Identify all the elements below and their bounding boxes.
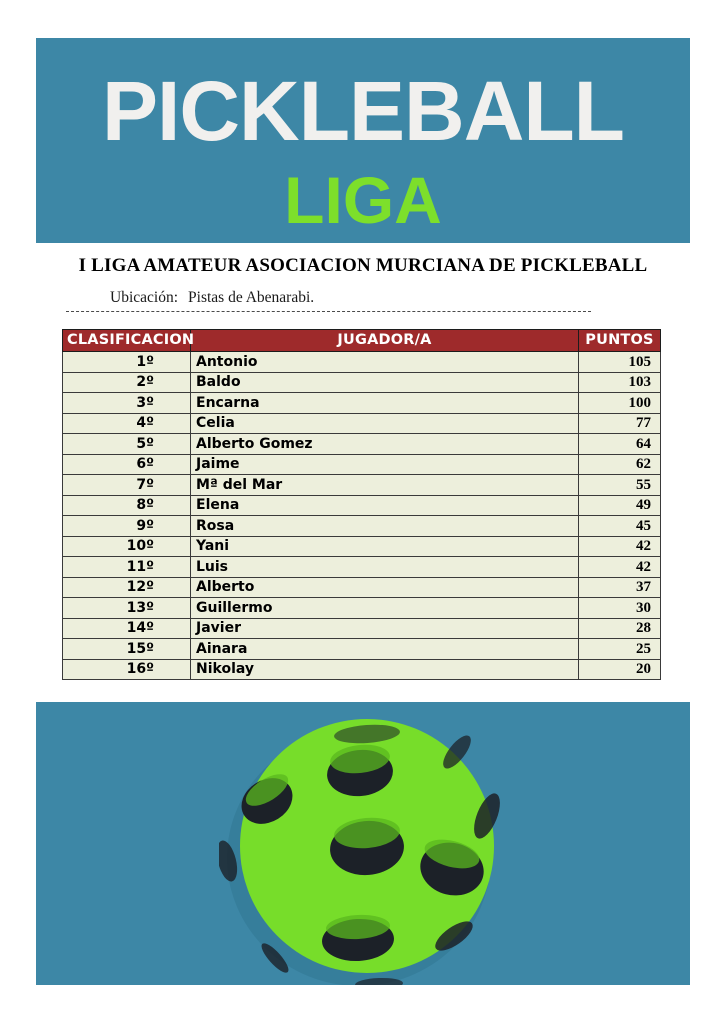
cell-player: Javier xyxy=(191,618,579,639)
cell-points: 42 xyxy=(579,536,661,557)
cell-player: Celia xyxy=(191,413,579,434)
table-row xyxy=(63,536,661,557)
table-row xyxy=(63,516,661,537)
location-divider xyxy=(66,311,591,312)
cell-player: Luis xyxy=(191,557,579,578)
cell-rank: 2º xyxy=(63,372,191,393)
cell-player: Encarna xyxy=(191,393,579,414)
document-heading: I LIGA AMATEUR ASOCIACION MURCIANA DE PICKLEBALL xyxy=(78,255,648,276)
table-row xyxy=(63,372,661,393)
cell-points: 20 xyxy=(579,659,661,680)
cell-rank: 8º xyxy=(63,495,191,516)
cell-rank: 5º xyxy=(63,434,191,455)
cell-rank: 7º xyxy=(63,475,191,496)
table-row xyxy=(63,393,661,414)
ball-panel xyxy=(36,702,690,985)
cell-player: Yani xyxy=(191,536,579,557)
cell-points: 100 xyxy=(579,393,661,414)
cell-points: 28 xyxy=(579,618,661,639)
cell-player: Jaime xyxy=(191,454,579,475)
table-row xyxy=(63,352,661,373)
cell-player: Elena xyxy=(191,495,579,516)
cell-points: 42 xyxy=(579,557,661,578)
column-header-puntos: PUNTOS xyxy=(579,330,661,352)
location-value: Pistas de Abenarabi. xyxy=(188,289,315,306)
cell-points: 64 xyxy=(579,434,661,455)
cell-player: Guillermo xyxy=(191,598,579,619)
cell-rank: 15º xyxy=(63,639,191,660)
table-row xyxy=(63,495,661,516)
cell-rank: 12º xyxy=(63,577,191,598)
table-row xyxy=(63,475,661,496)
cell-rank: 16º xyxy=(63,659,191,680)
title-banner xyxy=(36,38,690,243)
banner-subtitle: LIGA xyxy=(284,163,442,237)
table-row xyxy=(63,659,661,680)
standings-body xyxy=(63,352,661,680)
cell-rank: 9º xyxy=(63,516,191,537)
standings-table xyxy=(62,329,661,680)
table-row xyxy=(63,413,661,434)
cell-rank: 14º xyxy=(63,618,191,639)
cell-rank: 4º xyxy=(63,413,191,434)
cell-player: Alberto xyxy=(191,577,579,598)
cell-points: 55 xyxy=(579,475,661,496)
cell-points: 45 xyxy=(579,516,661,537)
pickleball-icon xyxy=(219,702,509,985)
cell-player: Nikolay xyxy=(191,659,579,680)
cell-points: 77 xyxy=(579,413,661,434)
cell-rank: 3º xyxy=(63,393,191,414)
table-row xyxy=(63,434,661,455)
cell-player: Alberto Gomez xyxy=(191,434,579,455)
cell-rank: 13º xyxy=(63,598,191,619)
cell-points: 49 xyxy=(579,495,661,516)
location-label: Ubicación: xyxy=(110,289,179,306)
column-header-jugador: JUGADOR/A xyxy=(191,330,579,352)
table-header-row xyxy=(63,330,661,352)
cell-player: Baldo xyxy=(191,372,579,393)
cell-rank: 10º xyxy=(63,536,191,557)
table-row xyxy=(63,639,661,660)
cell-points: 37 xyxy=(579,577,661,598)
cell-points: 103 xyxy=(579,372,661,393)
cell-rank: 11º xyxy=(63,557,191,578)
cell-points: 105 xyxy=(579,352,661,373)
table-row xyxy=(63,618,661,639)
cell-rank: 1º xyxy=(63,352,191,373)
table-row xyxy=(63,577,661,598)
cell-points: 30 xyxy=(579,598,661,619)
cell-player: Mª del Mar xyxy=(191,475,579,496)
cell-player: Ainara xyxy=(191,639,579,660)
table-row xyxy=(63,454,661,475)
cell-points: 62 xyxy=(579,454,661,475)
column-header-clasificacion: CLASIFICACION xyxy=(63,330,191,352)
cell-player: Antonio xyxy=(191,352,579,373)
cell-points: 25 xyxy=(579,639,661,660)
cell-player: Rosa xyxy=(191,516,579,537)
cell-rank: 6º xyxy=(63,454,191,475)
table-row xyxy=(63,557,661,578)
location-line xyxy=(110,288,314,308)
banner-title: PICKLEBALL xyxy=(102,64,624,158)
table-row xyxy=(63,598,661,619)
